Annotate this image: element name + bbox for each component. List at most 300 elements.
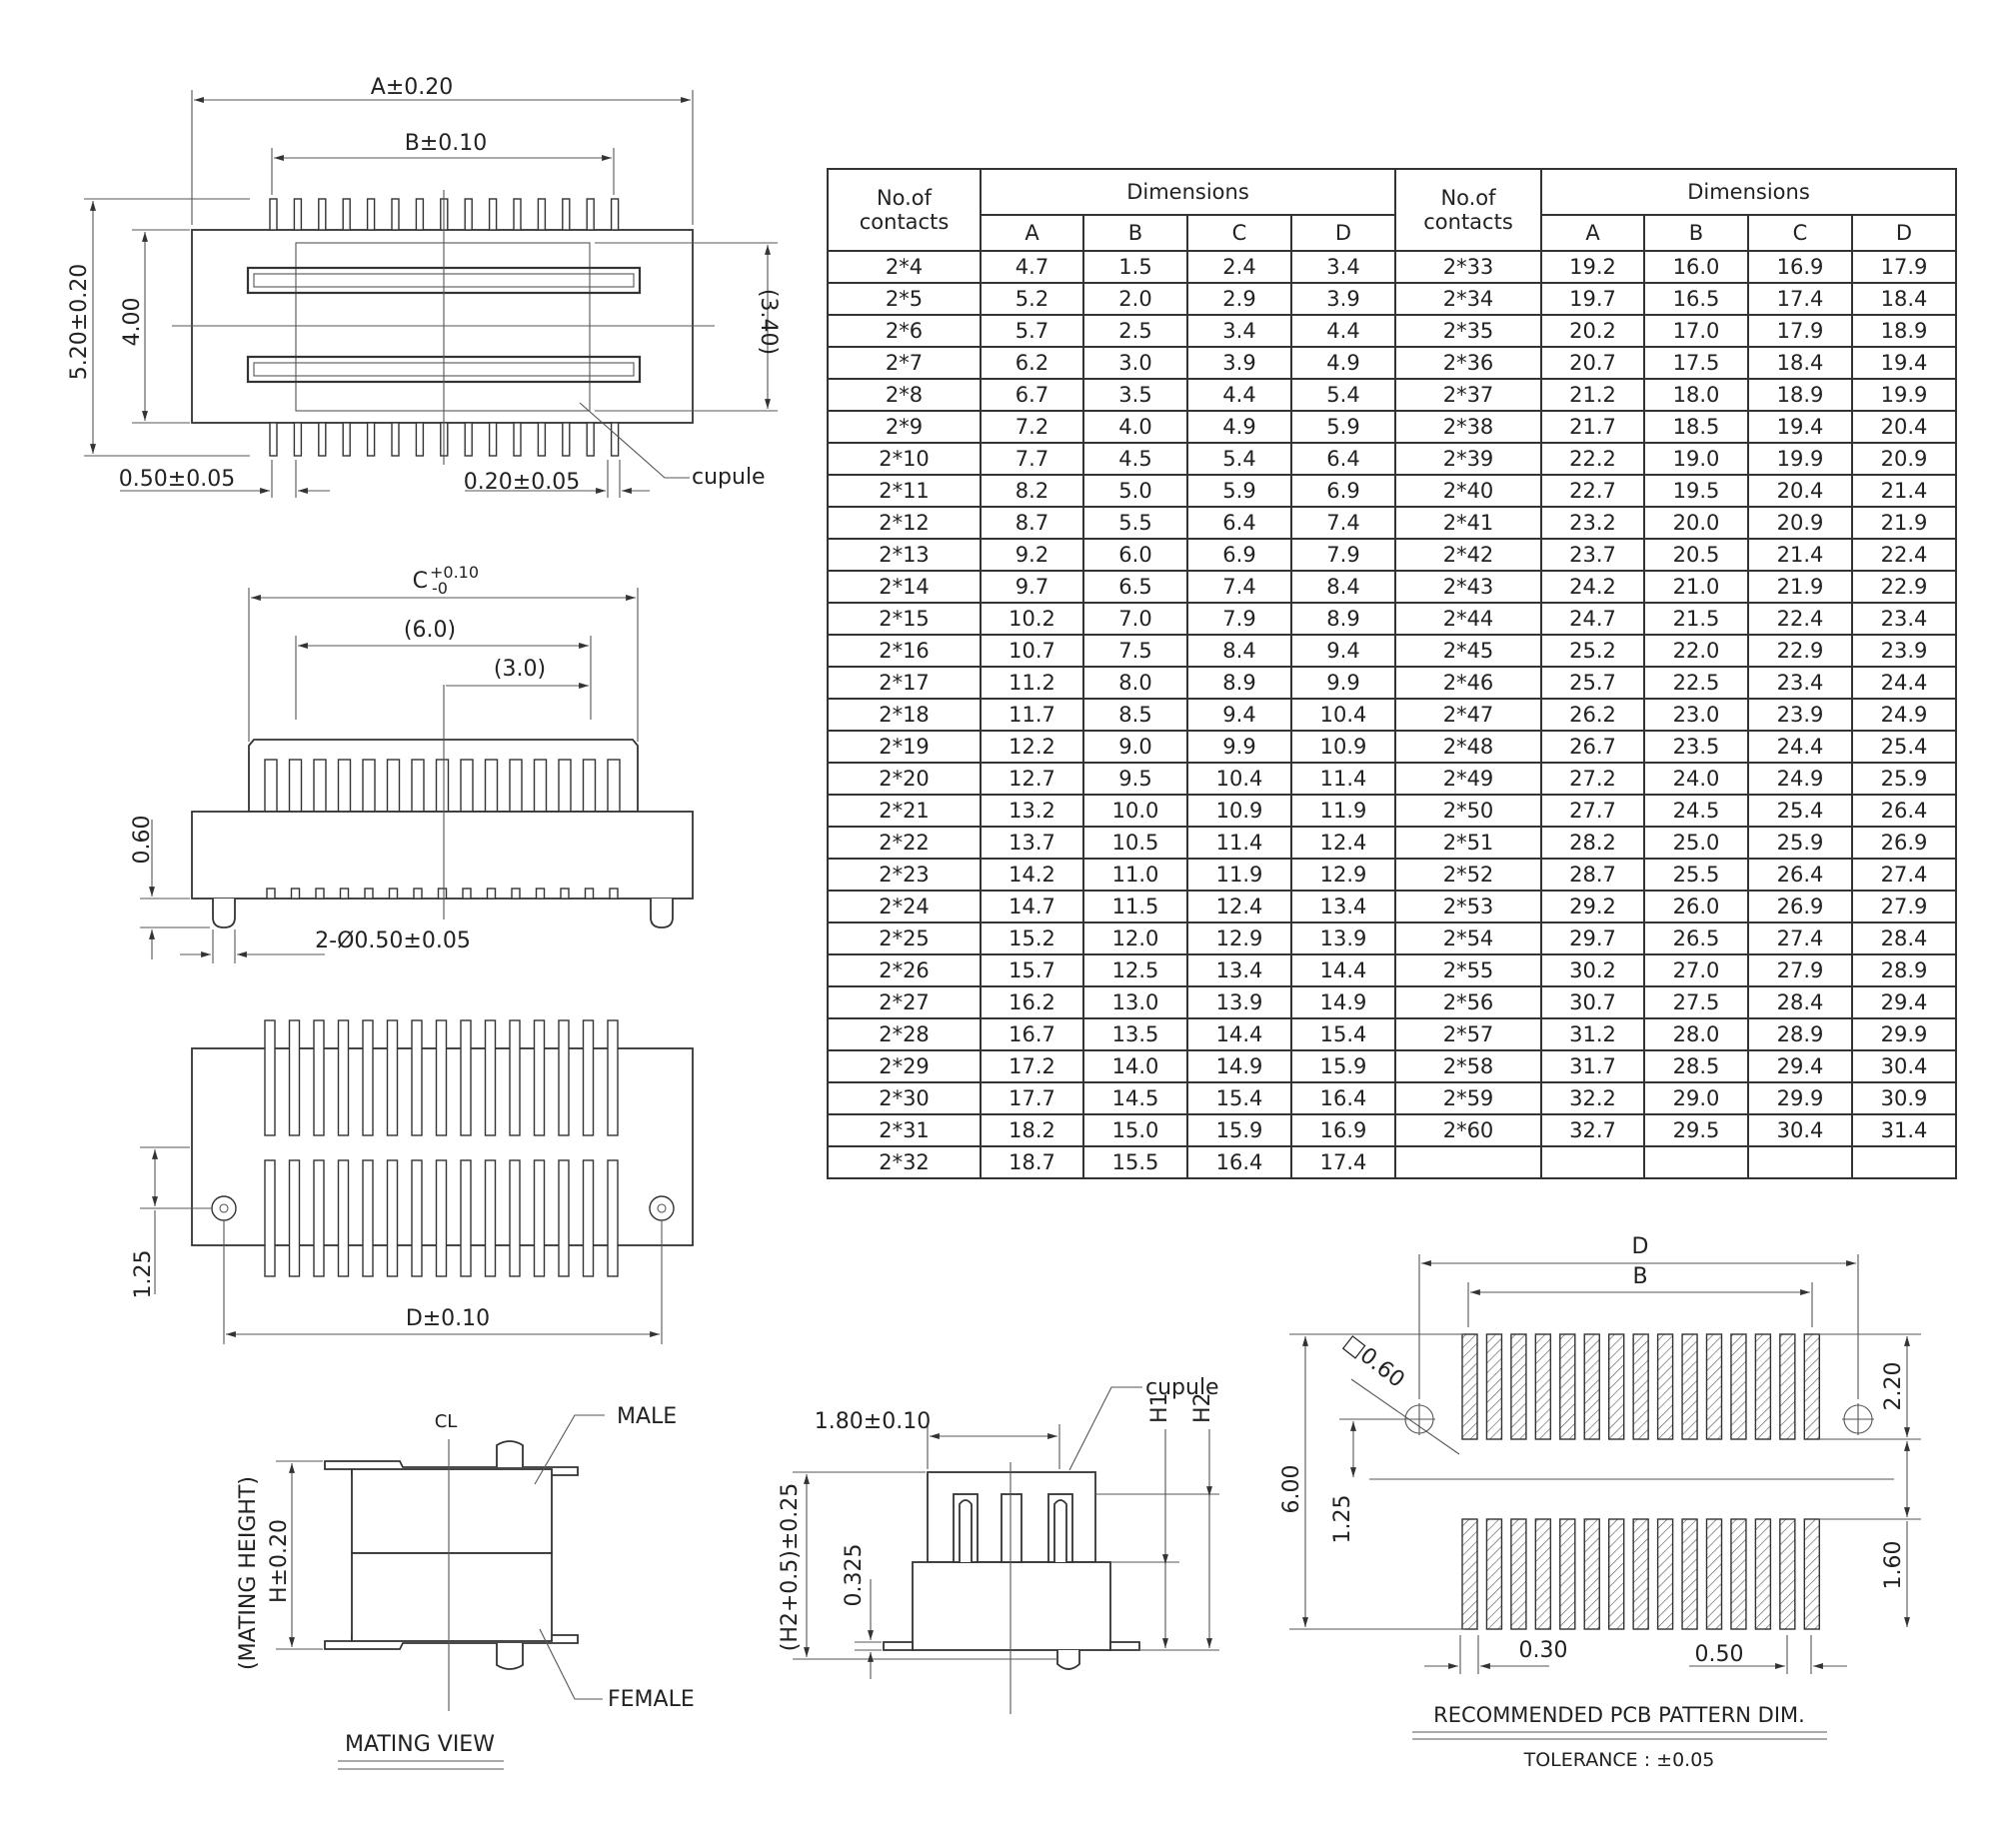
- table-row: [828, 507, 1956, 539]
- table-cell: 29.4: [1852, 986, 1956, 1018]
- table-cell: 19.5: [1644, 475, 1748, 507]
- table-cell: 14.4: [1187, 1018, 1291, 1050]
- side-view: [130, 563, 693, 963]
- contact-pin: [294, 199, 301, 230]
- table-cell: 17.4: [1748, 283, 1852, 315]
- table-cell: 2*55: [1395, 954, 1541, 986]
- table-cell: 31.2: [1541, 1018, 1644, 1050]
- table-cell: 16.9: [1291, 1114, 1395, 1146]
- table-cell: 2*40: [1395, 475, 1541, 507]
- table-cell: 10.2: [981, 603, 1083, 635]
- table-cell: 29.5: [1644, 1114, 1748, 1146]
- table-cell: 17.9: [1852, 251, 1956, 283]
- contact-pin: [608, 1020, 618, 1135]
- dim-pitch: 0.50±0.05: [118, 467, 236, 492]
- table-cell: 29.7: [1541, 923, 1644, 954]
- table-row: [828, 315, 1956, 347]
- table-cell: 21.9: [1852, 507, 1956, 539]
- table-cell: 4.4: [1187, 379, 1291, 411]
- contact-pin: [412, 1160, 422, 1276]
- table-cell: 28.2: [1541, 827, 1644, 859]
- table-cell: 30.4: [1748, 1114, 1852, 1146]
- dim-c-plus: +0.10: [430, 563, 480, 582]
- table-cell: 15.0: [1083, 1114, 1187, 1146]
- contact-pin: [461, 760, 473, 812]
- table-cell: 26.9: [1748, 891, 1852, 923]
- table-cell: 25.4: [1748, 795, 1852, 827]
- table-cell: 7.9: [1187, 603, 1291, 635]
- table-cell: 6.9: [1291, 475, 1395, 507]
- col-c: C: [1748, 215, 1852, 251]
- pcb-pad: [1804, 1519, 1819, 1629]
- table-cell: 2*52: [1395, 859, 1541, 891]
- table-cell: 3.9: [1187, 347, 1291, 379]
- table-cell: 4.9: [1291, 347, 1395, 379]
- table-cell: 20.5: [1644, 539, 1748, 571]
- contact-pin: [265, 1020, 275, 1135]
- table-cell: 5.2: [981, 283, 1083, 315]
- table-cell: 5.7: [981, 315, 1083, 347]
- table-row: [828, 443, 1956, 475]
- contact-pin: [465, 199, 472, 230]
- mating-height-dim: H±0.20: [267, 1519, 292, 1603]
- dim-pin-width: 0.20±0.05: [463, 470, 581, 495]
- contact-pin: [584, 1160, 594, 1276]
- table-row: [828, 827, 1956, 859]
- table-cell: 9.9: [1187, 731, 1291, 763]
- table-row: [828, 795, 1956, 827]
- table-cell: 2.0: [1083, 283, 1187, 315]
- contact-pin: [412, 1020, 422, 1135]
- table-cell: 14.2: [981, 859, 1083, 891]
- dim-height: 5.20±0.20: [67, 263, 92, 381]
- table-cell: 2*56: [1395, 986, 1541, 1018]
- contact-pin: [538, 423, 545, 456]
- table-cell: 18.7: [981, 1146, 1083, 1178]
- table-cell: 15.9: [1187, 1114, 1291, 1146]
- contact-pin: [363, 760, 375, 812]
- table-cell: 9.4: [1291, 635, 1395, 667]
- table-cell: 29.9: [1748, 1082, 1852, 1114]
- contact-pin: [339, 1020, 349, 1135]
- table-cell: 25.5: [1644, 859, 1748, 891]
- table-row: [828, 954, 1956, 986]
- table-cell: 2*8: [828, 379, 981, 411]
- pcb-dim-030: 0.30: [1518, 1638, 1568, 1663]
- pcb-pad: [1780, 1334, 1795, 1439]
- table-cell: 25.0: [1644, 827, 1748, 859]
- table-cell: 19.0: [1644, 443, 1748, 475]
- table-cell: 13.2: [981, 795, 1083, 827]
- table-cell: 27.9: [1852, 891, 1956, 923]
- table-cell: 27.2: [1541, 763, 1644, 795]
- table-cell: 2*45: [1395, 635, 1541, 667]
- table-cell: 22.4: [1852, 539, 1956, 571]
- table-cell: 28.4: [1748, 986, 1852, 1018]
- table-cell: 15.5: [1083, 1146, 1187, 1178]
- pcb-pad: [1462, 1519, 1477, 1629]
- cross-section: [778, 1375, 1219, 1714]
- dim-6: (6.0): [403, 618, 457, 643]
- contact-pin: [510, 1160, 520, 1276]
- mating-height-label: (MATING HEIGHT): [236, 1476, 261, 1670]
- table-cell: 31.7: [1541, 1050, 1644, 1082]
- table-row: [828, 763, 1956, 795]
- contact-pin: [559, 1020, 569, 1135]
- table-cell: 12.9: [1291, 859, 1395, 891]
- pcb-pad: [1780, 1519, 1795, 1629]
- table-cell: 26.0: [1644, 891, 1748, 923]
- contact-pin: [319, 423, 326, 456]
- table-cell: 23.5: [1644, 731, 1748, 763]
- table-cell: 2*37: [1395, 379, 1541, 411]
- table-cell: 27.0: [1644, 954, 1748, 986]
- contact-pin: [559, 1160, 569, 1276]
- table-cell: 10.4: [1291, 699, 1395, 731]
- contact-pin: [388, 1160, 398, 1276]
- table-cell: 16.4: [1187, 1146, 1291, 1178]
- table-cell: 11.9: [1187, 859, 1291, 891]
- table-cell: 20.9: [1852, 443, 1956, 475]
- contact-pin: [612, 423, 619, 456]
- pcb-pad: [1535, 1519, 1550, 1629]
- table-cell: 26.4: [1748, 859, 1852, 891]
- table-cell: 2*29: [828, 1050, 981, 1082]
- contact-foot: [365, 889, 373, 899]
- table-cell: 28.4: [1852, 923, 1956, 954]
- table-cell: 7.0: [1083, 603, 1187, 635]
- table-cell: 12.9: [1187, 923, 1291, 954]
- pcb-pad: [1584, 1519, 1599, 1629]
- table-cell: 2*26: [828, 954, 981, 986]
- contact-pin: [535, 1020, 545, 1135]
- dim-180: 1.80±0.10: [814, 1409, 932, 1434]
- table-cell: 22.7: [1541, 475, 1644, 507]
- table-cell: 11.4: [1187, 827, 1291, 859]
- table-cell: 11.5: [1083, 891, 1187, 923]
- table-cell: 16.7: [981, 1018, 1083, 1050]
- contact-foot: [463, 889, 471, 899]
- table-cell: 23.9: [1748, 699, 1852, 731]
- table-cell: 3.5: [1083, 379, 1187, 411]
- pcb-pad: [1707, 1334, 1722, 1439]
- pcb-dim-600: 6.00: [1279, 1464, 1304, 1514]
- table-cell: 14.9: [1187, 1050, 1291, 1082]
- table-cell: 14.4: [1291, 954, 1395, 986]
- table-cell: 8.4: [1187, 635, 1291, 667]
- table-cell: 2*23: [828, 859, 981, 891]
- h1-label: H1: [1147, 1392, 1172, 1423]
- table-cell: 13.0: [1083, 986, 1187, 1018]
- table-cell: 19.4: [1748, 411, 1852, 443]
- table-cell: 21.9: [1748, 571, 1852, 603]
- table-cell: 21.2: [1541, 379, 1644, 411]
- table-cell: 2*16: [828, 635, 981, 667]
- table-cell: 13.4: [1291, 891, 1395, 923]
- cross-cupule-label: cupule: [1145, 1375, 1219, 1400]
- table-cell: 29.9: [1852, 1018, 1956, 1050]
- table-cell: 2*58: [1395, 1050, 1541, 1082]
- table-cell: 27.4: [1748, 923, 1852, 954]
- dimension-table: [827, 168, 1957, 1179]
- table-cell: 30.4: [1852, 1050, 1956, 1082]
- table-cell: 8.5: [1083, 699, 1187, 731]
- table-cell: 2*31: [828, 1114, 981, 1146]
- contact-pin: [535, 760, 547, 812]
- table-cell: 15.7: [981, 954, 1083, 986]
- table-cell: 2*30: [828, 1082, 981, 1114]
- contact-foot: [586, 889, 594, 899]
- table-cell: 18.4: [1748, 347, 1852, 379]
- table-cell: 26.4: [1852, 795, 1956, 827]
- pcb-dim-160: 1.60: [1881, 1540, 1906, 1590]
- pcb-pad: [1511, 1334, 1526, 1439]
- table-cell: 2*10: [828, 443, 981, 475]
- table-cell: [1395, 1146, 1541, 1178]
- table-cell: 9.7: [981, 571, 1083, 603]
- pcb-pad: [1560, 1519, 1575, 1629]
- contact-pin: [461, 1020, 471, 1135]
- dim-h2-total: (H2+0.5)±0.25: [778, 1482, 803, 1652]
- table-cell: 2*21: [828, 795, 981, 827]
- contact-pin: [437, 1020, 447, 1135]
- table-cell: 2*38: [1395, 411, 1541, 443]
- table-cell: 6.0: [1083, 539, 1187, 571]
- pcb-pad: [1535, 1334, 1550, 1439]
- table-cell: 4.9: [1187, 411, 1291, 443]
- table-cell: 25.9: [1748, 827, 1852, 859]
- contact-foot: [316, 889, 324, 899]
- table-cell: 2*19: [828, 731, 981, 763]
- contact-pin: [290, 1020, 300, 1135]
- table-cell: 24.4: [1748, 731, 1852, 763]
- table-cell: 9.5: [1083, 763, 1187, 795]
- table-cell: 25.9: [1852, 763, 1956, 795]
- table-cell: 28.9: [1852, 954, 1956, 986]
- table-cell: 2*36: [1395, 347, 1541, 379]
- table-cell: 2*17: [828, 667, 981, 699]
- table-cell: 5.5: [1083, 507, 1187, 539]
- contact-pin: [290, 1160, 300, 1276]
- contact-pin: [363, 1160, 373, 1276]
- table-cell: 22.5: [1644, 667, 1748, 699]
- table-cell: 21.4: [1748, 539, 1852, 571]
- table-cell: [1644, 1146, 1748, 1178]
- table-cell: 20.4: [1748, 475, 1852, 507]
- table-cell: 2*20: [828, 763, 981, 795]
- table-cell: 24.4: [1852, 667, 1956, 699]
- table-cell: 12.4: [1187, 891, 1291, 923]
- pcb-pad: [1755, 1519, 1770, 1629]
- table-cell: 21.4: [1852, 475, 1956, 507]
- contact-pin: [584, 760, 596, 812]
- table-cell: 8.9: [1291, 603, 1395, 635]
- table-cell: 8.4: [1291, 571, 1395, 603]
- table-cell: 17.9: [1748, 315, 1852, 347]
- contact-pin: [563, 199, 570, 230]
- contact-foot: [512, 889, 520, 899]
- table-cell: 14.7: [981, 891, 1083, 923]
- col-c: C: [1187, 215, 1291, 251]
- table-cell: 30.9: [1852, 1082, 1956, 1114]
- contact-pin: [490, 199, 497, 230]
- col-d: D: [1291, 215, 1395, 251]
- contact-pin: [294, 423, 301, 456]
- table-cell: 7.2: [981, 411, 1083, 443]
- table-cell: 2*28: [828, 1018, 981, 1050]
- dim-b: B±0.10: [404, 131, 488, 156]
- table-cell: 2*51: [1395, 827, 1541, 859]
- contact-pin: [265, 760, 277, 812]
- table-cell: 24.7: [1541, 603, 1644, 635]
- pcb-pad: [1707, 1519, 1722, 1629]
- contact-foot: [267, 889, 275, 899]
- table-cell: 5.0: [1083, 475, 1187, 507]
- table-cell: 2*6: [828, 315, 981, 347]
- top-cupule-label: cupule: [692, 465, 766, 490]
- contact-pin: [486, 760, 498, 812]
- pcb-pad: [1755, 1334, 1770, 1439]
- dim-060: 0.60: [130, 815, 155, 865]
- table-cell: 3.4: [1187, 315, 1291, 347]
- table-cell: 29.2: [1541, 891, 1644, 923]
- table-cell: 10.7: [981, 635, 1083, 667]
- dim-post: 2-Ø0.50±0.05: [315, 928, 471, 953]
- table-cell: 22.0: [1644, 635, 1748, 667]
- table-cell: 4.5: [1083, 443, 1187, 475]
- contact-foot: [414, 889, 422, 899]
- pcb-title: RECOMMENDED PCB PATTERN DIM.: [1433, 1703, 1805, 1727]
- contact-pin: [314, 1020, 324, 1135]
- table-cell: 28.7: [1541, 859, 1644, 891]
- table-cell: 19.7: [1541, 283, 1644, 315]
- table-row: [828, 251, 1956, 283]
- pcb-dim-d: D: [1631, 1234, 1649, 1259]
- table-cell: 18.0: [1644, 379, 1748, 411]
- table-cell: 2*34: [1395, 283, 1541, 315]
- table-row: [828, 1082, 1956, 1114]
- table-cell: 7.9: [1291, 539, 1395, 571]
- table-cell: 13.9: [1291, 923, 1395, 954]
- table-cell: 21.0: [1644, 571, 1748, 603]
- pcb-pad: [1633, 1519, 1648, 1629]
- table-cell: 18.2: [981, 1114, 1083, 1146]
- table-cell: 2*32: [828, 1146, 981, 1178]
- table-cell: 2*48: [1395, 731, 1541, 763]
- table-cell: 4.4: [1291, 315, 1395, 347]
- table-cell: 10.9: [1187, 795, 1291, 827]
- pcb-pad: [1658, 1334, 1673, 1439]
- table-cell: 4.7: [981, 251, 1083, 283]
- table-cell: 7.5: [1083, 635, 1187, 667]
- mating-view-title: MATING VIEW: [345, 1732, 495, 1757]
- contact-pin: [587, 423, 594, 456]
- table-cell: 20.7: [1541, 347, 1644, 379]
- contact-pin: [339, 760, 351, 812]
- contact-pin: [587, 199, 594, 230]
- table-cell: 7.4: [1291, 507, 1395, 539]
- table-cell: 2.5: [1083, 315, 1187, 347]
- contact-pin: [437, 1160, 447, 1276]
- table-cell: 20.2: [1541, 315, 1644, 347]
- table-cell: 17.2: [981, 1050, 1083, 1082]
- table-row: [828, 571, 1956, 603]
- dim-d: D±0.10: [405, 1306, 491, 1331]
- table-cell: 9.2: [981, 539, 1083, 571]
- contact-pin: [368, 199, 375, 230]
- table-cell: 2*27: [828, 986, 981, 1018]
- table-cell: 2*35: [1395, 315, 1541, 347]
- contact-pin: [265, 1160, 275, 1276]
- table-cell: 12.0: [1083, 923, 1187, 954]
- pcb-dim-050: 0.50: [1694, 1642, 1744, 1667]
- table-cell: 2*59: [1395, 1082, 1541, 1114]
- table-cell: 1.5: [1083, 251, 1187, 283]
- col-a: A: [981, 215, 1083, 251]
- table-cell: 24.0: [1644, 763, 1748, 795]
- table-cell: 28.5: [1644, 1050, 1748, 1082]
- table-row: [828, 347, 1956, 379]
- table-cell: 18.4: [1852, 283, 1956, 315]
- contact-pin: [510, 760, 522, 812]
- dim-ref: (3.40): [756, 288, 781, 356]
- table-cell: 2*5: [828, 283, 981, 315]
- contact-pin: [343, 199, 350, 230]
- table-cell: 23.4: [1748, 667, 1852, 699]
- table-cell: 29.4: [1748, 1050, 1852, 1082]
- table-cell: 13.4: [1187, 954, 1291, 986]
- table-cell: 2*18: [828, 699, 981, 731]
- table-cell: 11.7: [981, 699, 1083, 731]
- table-cell: 22.4: [1748, 603, 1852, 635]
- table-cell: 20.4: [1852, 411, 1956, 443]
- table-row: [828, 731, 1956, 763]
- table-cell: 5.4: [1291, 379, 1395, 411]
- contact-pin: [416, 199, 423, 230]
- table-cell: 11.0: [1083, 859, 1187, 891]
- table-cell: [1541, 1146, 1644, 1178]
- table-cell: 25.2: [1541, 635, 1644, 667]
- table-row: [828, 539, 1956, 571]
- table-cell: 14.0: [1083, 1050, 1187, 1082]
- table-cell: 2*9: [828, 411, 981, 443]
- dim-3: (3.0): [493, 657, 547, 682]
- contact-pin: [559, 760, 571, 812]
- table-cell: 16.2: [981, 986, 1083, 1018]
- table-row: [828, 699, 1956, 731]
- table-cell: 2*47: [1395, 699, 1541, 731]
- table-cell: 2*41: [1395, 507, 1541, 539]
- table-cell: 30.7: [1541, 986, 1644, 1018]
- contact-pin: [465, 423, 472, 456]
- contact-pin: [339, 1160, 349, 1276]
- table-cell: 22.9: [1852, 571, 1956, 603]
- table-row: [828, 667, 1956, 699]
- table-row: [828, 1018, 1956, 1050]
- contact-pin: [270, 199, 277, 230]
- table-cell: 12.4: [1291, 827, 1395, 859]
- contact-foot: [341, 889, 349, 899]
- contact-foot: [439, 889, 447, 899]
- table-cell: 23.4: [1852, 603, 1956, 635]
- table-cell: 15.4: [1291, 1018, 1395, 1050]
- table-cell: 8.9: [1187, 667, 1291, 699]
- dim-c-base: C: [412, 569, 428, 594]
- table-cell: 17.5: [1644, 347, 1748, 379]
- table-cell: 2*14: [828, 571, 981, 603]
- table-cell: 2*11: [828, 475, 981, 507]
- table-cell: 2.4: [1187, 251, 1291, 283]
